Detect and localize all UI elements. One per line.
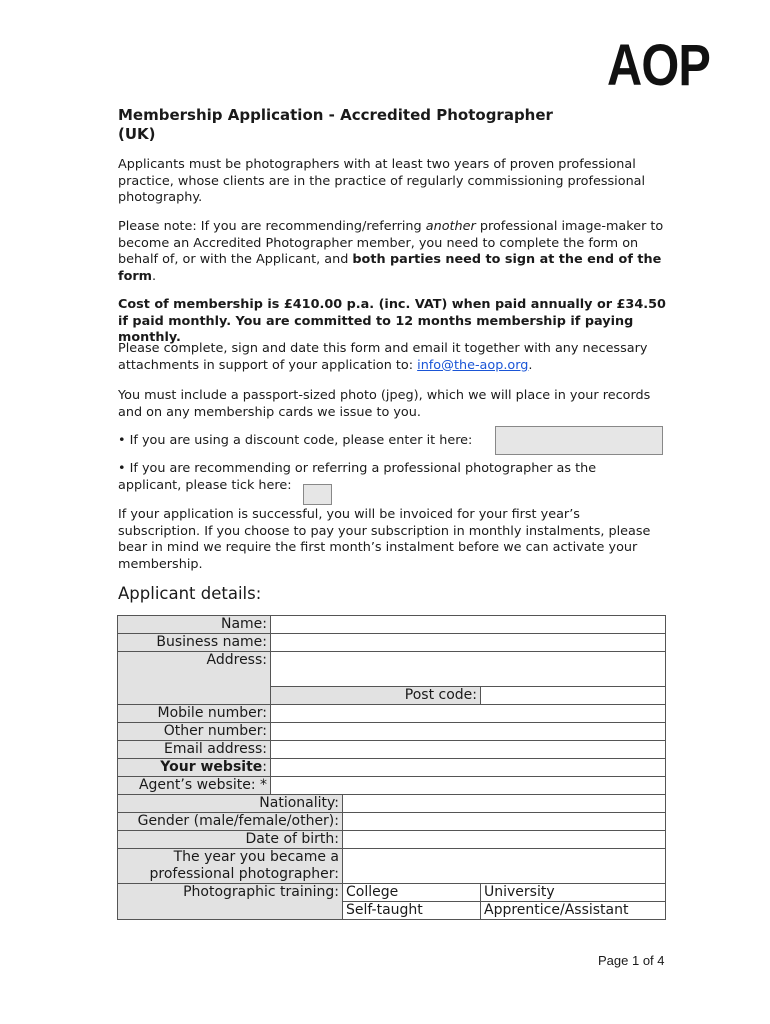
- table-row: [118, 634, 666, 652]
- discount-prompt: • If you are using a discount code, please enter it here:: [118, 433, 473, 448]
- note-text: Please note: If you are recommending/referring another professional image-maker to become an Accredited Photographer member, you need to complete the form on behalf of, or with the Applicant, and both parties need to sign at the end of the form.: [118, 219, 664, 284]
- website-label: Your website:: [118, 759, 271, 777]
- agent-website-field[interactable]: [271, 777, 666, 795]
- referral-prompt: • If you are recommending or referring a professional photographer as the applicant, please tick here:: [118, 461, 597, 493]
- name-label: Name:: [118, 616, 271, 634]
- table-row: [118, 652, 666, 687]
- aop-logo: AOP: [607, 33, 711, 98]
- email-link[interactable]: info@the-aop.org: [417, 357, 529, 373]
- gender-label: Gender (male/female/other):: [118, 813, 343, 831]
- postcode-label: Post code:: [271, 687, 481, 705]
- gender-field[interactable]: [343, 813, 666, 831]
- table-row: [118, 723, 666, 741]
- business-name-field[interactable]: [271, 634, 666, 652]
- applicant-details-heading: Applicant details:: [118, 584, 262, 603]
- applicant-details-table: [117, 615, 666, 920]
- mobile-number-label: Mobile number:: [118, 705, 271, 723]
- training-label: Photographic training:: [118, 884, 343, 920]
- table-row: [118, 795, 666, 813]
- nationality-field[interactable]: [343, 795, 666, 813]
- other-number-field[interactable]: [271, 723, 666, 741]
- instructions-text: Please complete, sign and date this form and email it together with any necessary attachments in support of your application to: info@the-aop.org.: [118, 341, 648, 373]
- website-field[interactable]: [271, 759, 666, 777]
- training-option-university[interactable]: University: [481, 884, 666, 902]
- agent-website-label: Agent’s website: *: [118, 777, 271, 795]
- form-content: [118, 106, 668, 603]
- table-row: [118, 777, 666, 795]
- training-option-college[interactable]: College: [343, 884, 481, 902]
- table-row: [118, 705, 666, 723]
- page-title: Membership Application - Accredited Photographer (UK): [118, 106, 553, 143]
- cost-text: Cost of membership is £410.00 p.a. (inc. VAT) when paid annually or £34.50 if paid monthly. You are committed to 12 months membership if paying monthly.: [118, 297, 666, 345]
- training-option-apprentice[interactable]: Apprentice/Assistant: [481, 902, 666, 920]
- table-row: [118, 616, 666, 634]
- dob-label: Date of birth:: [118, 831, 343, 849]
- training-option-self-taught[interactable]: Self-taught: [343, 902, 481, 920]
- nationality-label: Nationality:: [118, 795, 343, 813]
- table-row: [118, 884, 666, 902]
- address-label: Address:: [118, 652, 271, 705]
- table-row: [118, 741, 666, 759]
- address-field[interactable]: [271, 652, 666, 687]
- mobile-number-field[interactable]: [271, 705, 666, 723]
- invoice-text: If your application is successful, you will be invoiced for your first year’s subscription. If you choose to pay your subscription in monthly instalments, please bear in mind we require the first month’s instalment before we can activate your membership.: [118, 507, 651, 572]
- intro-text: Applicants must be photographers with at least two years of proven professional practice, whose clients are in the practice of regularly commissioning professional photography.: [118, 157, 646, 205]
- email-address-field[interactable]: [271, 741, 666, 759]
- table-row: [118, 759, 666, 777]
- table-row: [118, 849, 666, 884]
- year-field[interactable]: [343, 849, 666, 884]
- year-label: The year you became a professional photographer:: [118, 849, 343, 884]
- name-field[interactable]: [271, 616, 666, 634]
- other-number-label: Other number:: [118, 723, 271, 741]
- table-row: [118, 813, 666, 831]
- photo-text: You must include a passport-sized photo (jpeg), which we will place in your records and on any membership cards we issue to you.: [118, 388, 651, 420]
- postcode-field[interactable]: [481, 687, 666, 705]
- table-row: [118, 831, 666, 849]
- business-name-label: Business name:: [118, 634, 271, 652]
- referral-checkbox[interactable]: [303, 484, 332, 505]
- page-number: Page 1 of 4: [598, 953, 665, 968]
- discount-code-input[interactable]: [495, 426, 663, 455]
- email-address-label: Email address:: [118, 741, 271, 759]
- dob-field[interactable]: [343, 831, 666, 849]
